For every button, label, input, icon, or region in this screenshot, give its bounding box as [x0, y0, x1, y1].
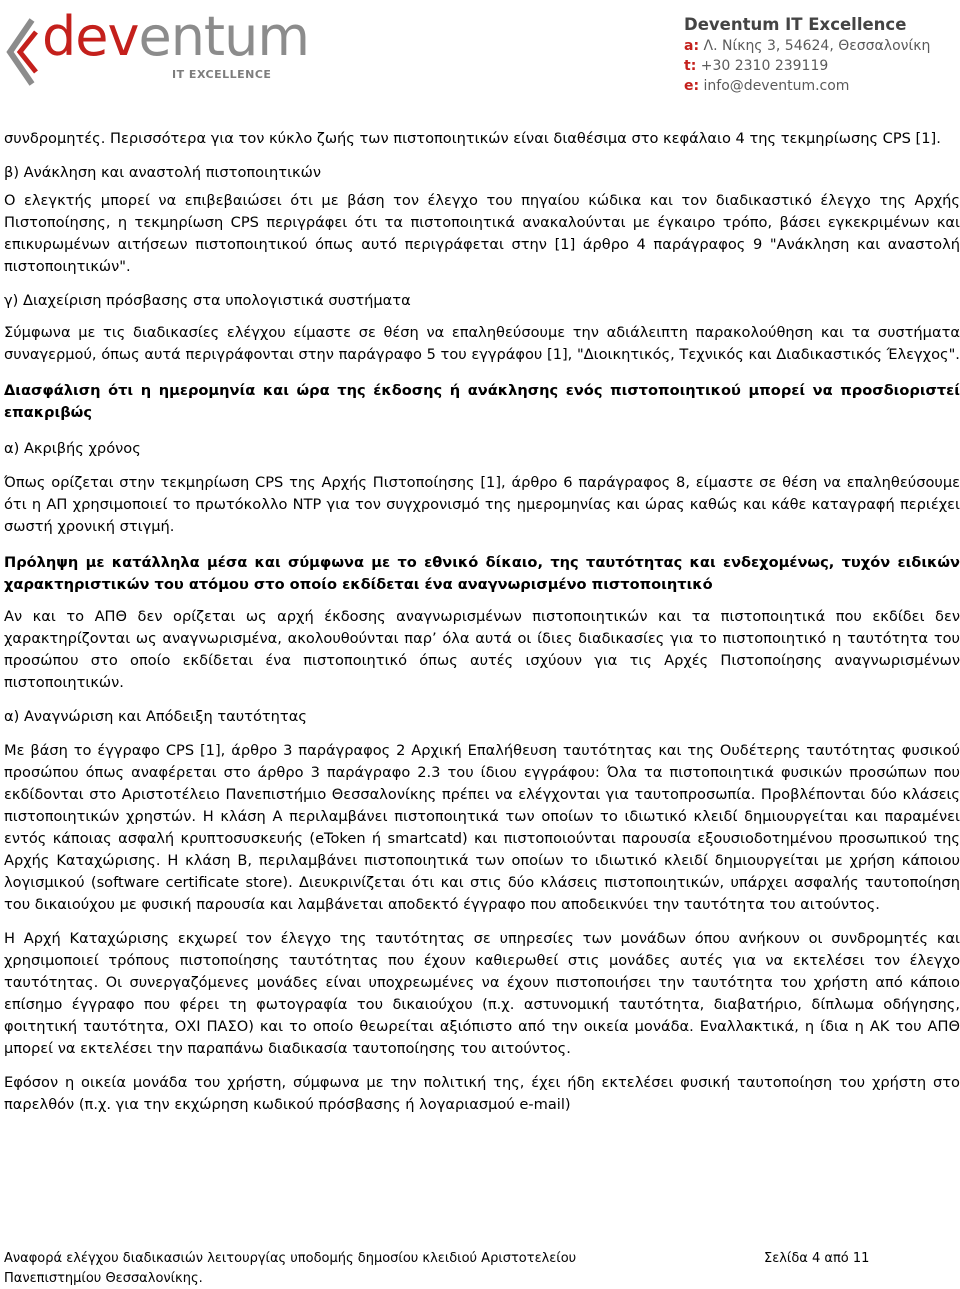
document-body	[4, 128, 960, 1128]
email-value[interactable]: info@deventum.com	[703, 78, 850, 94]
logo-subtitle: IT EXCELLENCE	[172, 68, 272, 81]
email-line	[684, 76, 956, 96]
subsection-title: γ) Διαχείριση πρόσβασης στα υπολογιστικά συστήματα	[4, 292, 411, 309]
logo-wordmark	[42, 2, 309, 72]
logo-wordmark-red: dev	[42, 5, 139, 68]
company-name: Deventum IT Excellence	[684, 15, 907, 34]
address-key: a:	[684, 38, 700, 54]
paragraph: Με βάση το έγγραφο CPS [1], άρθρο 3 παράγραφος 2 Αρχική Επαλήθευση ταυτότητας και της Ουδέτερης ταυτότητας φυσικού προσώπου όπως αναφέρεται στο άρθρο 3 παράγραφο 2.3 του ίδιου εγγράφου: Όλα τα πιστοποιητικά φυσικών προσώπων που εκδίδονται στο Αριστοτέλειο Πανεπιστήμιο Θεσσαλονίκης πρέπει να ελέγχονται για ταυτοπροσωπία. Προβλέπονται δύο κλάσεις πιστοποιητικών χρηστών. Η κλάση Α περιλαμβάνει πιστοποιητικά των οποίων το ιδιωτικό κλειδί δημιουργείται και παραμένει εντός κάποιας ασφαλή κρυπτοσυσκευής (eToken ή smartcatd) και πιστοποιούνται παρουσία εξουσιοδοτημένου προσωπικού της Αρχής Καταχώρισης. Η κλάση Β, περιλαμβάνει πιστοποιητικά των οποίων το ιδιωτικό κλειδί δημιουργείται με χρήση κάποιου λογισμικού (software certificate store). Διευκρινίζεται ότι και στις δύο κλάσεις πιστοποιητικών, υπάρχει ασφαλής ταυτοποίηση του δικαιούχου με φυσική παρουσία και λαμβάνεται αποδεκτό έγγραφο που αποδεικνύει την ταυτότητα του αιτούντος.	[4, 742, 960, 913]
phone-value: +30 2310 239119	[700, 58, 829, 74]
page-header	[0, 0, 960, 110]
phone-line	[684, 56, 956, 76]
footer-document-title: Αναφορά ελέγχου διαδικασιών λειτουργίας υποδομής δημοσίου κλειδιού Αριστοτελείου Πανεπιστημίου Θεσσαλονίκης.	[4, 1251, 577, 1286]
subsection-title: α) Ακριβής χρόνος	[4, 440, 141, 457]
email-key: e:	[684, 78, 700, 94]
paragraph: Εφόσον η οικεία μονάδα του χρήστη, σύμφωνα με την πολιτική της, έχει ήδη εκτελέσει φυσική ταυτοποίηση του χρήστη στο παρελθόν (π.χ. για την εκχώρηση κωδικού πρόσβασης ή λογαριασμού e-mail)	[4, 1074, 960, 1113]
address-value: Λ. Νίκης 3, 54624, Θεσσαλονίκη	[703, 38, 931, 54]
bracket-logo-icon	[6, 18, 40, 86]
subsection-title: β) Ανάκληση και αναστολή πιστοποιητικών	[4, 164, 321, 181]
page-number: Σελίδα 4 από 11	[764, 1251, 870, 1266]
paragraph: Η Αρχή Καταχώρισης εκχωρεί τον έλεγχο της ταυτότητας σε υπηρεσίες των μονάδων όπου ανήκουν οι συνδρομητές και χρησιμοποιεί τρόπους πιστοποίησης ταυτότητας που έχουν καθιερωθεί στις μονάδες αυτές για να εκτελέσει τον έλεγχο ταυτότητας. Οι συνεργαζόμενες μονάδες είναι υποχρεωμένες να έχουν πιστοποιήσει την ταυτότητα του χρήστη από κάποιο επίσημο έγγραφο που φέρει τη φωτογραφία του δικαιούχου (π.χ. αστυνομική ταυτότητα, διαβατήριο, δίπλωμα οδήγησης, φοιτητική ταυτότητα, ΟΧΙ ΠΑΣΟ) και το οποίο θεωρείται αξιόπιστο από την οικεία μονάδα. Εναλλακτικά, η ίδια η ΑΚ του ΑΠΘ μπορεί να εκτελέσει την παραπάνω διαδικασία ταυτοποίησης του αιτούντος.	[4, 930, 960, 1057]
paragraph: Ο ελεγκτής μπορεί να επιβεβαιώσει ότι με βάση τον έλεγχο του πηγαίου κώδικα και τον διαδικαστικό έλεγχο της Αρχής Πιστοποίησης, η τεκμηρίωση CPS περιγράφει ότι τα πιστοποιητικά ανακαλούνται με έγκαιρο τρόπο, βάσει εγκεκριμένων και επικυρωμένων αιτήσεων πιστοποιητικού όπως αυτό περιγράφεται στην [1] άρθρο 4 παράγραφος 9 "Ανάκληση και αναστολή πιστοποιητικών".	[4, 192, 960, 275]
subsection-title: α) Αναγνώριση και Απόδειξη ταυτότητας	[4, 708, 307, 725]
paragraph: Αν και το ΑΠΘ δεν ορίζεται ως αρχή έκδοσης αναγνωρισμένων πιστοποιητικών και τα πιστοποιητικά που εκδίδει δεν χαρακτηρίζονται ως αναγνωρισμένα, ακολουθούνται παρ’ όλα αυτά οι ίδιες διαδικασίες για το πιστοποιητικό η ταυτότητα του προσώπου στο οποίο εκδίδεται ένα πιστοποιητικό όπως αυτές ισχύουν για τις Αρχές Πιστοποίησης αναγνωρισμένων πιστοποιητικών.	[4, 608, 960, 691]
paragraph: συνδρομητές. Περισσότερα για τον κύκλο ζωής των πιστοποιητικών είναι διαθέσιμα στο κεφάλαιο 4 της τεκμηρίωσης CPS [1].	[4, 130, 941, 147]
logo-wordmark-gray: entum	[138, 5, 309, 68]
deventum-logo	[6, 5, 309, 96]
contact-block	[684, 14, 956, 96]
section-heading: Διασφάλιση ότι η ημερομηνία και ώρα της έκδοσης ή ανάκλησης ενός πιστοποιητικού μπορεί να προσδιοριστεί επακριβώς	[4, 382, 960, 421]
section-heading: Πρόληψη με κατάλληλα μέσα και σύμφωνα με το εθνικό δίκαιο, της ταυτότητας και ενδεχομένως, τυχόν ειδικών χαρακτηριστικών του ατόμου στο οποίο εκδίδεται ένα αναγνωρισμένο πιστοποιητικό	[4, 554, 960, 593]
paragraph: Όπως ορίζεται στην τεκμηρίωση CPS της Αρχής Πιστοποίησης [1], άρθρο 6 παράγραφος 8, είμαστε σε θέση να επαληθεύσουμε ότι η ΑΠ χρησιμοποιεί το πρωτόκολλο NTP για τον συγχρονισμό της ημερομηνίας και ώρας καθώς και κάθε καταγραφή περιέχει σωστή χρονική στιγμή.	[4, 474, 960, 535]
paragraph: Σύμφωνα με τις διαδικασίες ελέγχου είμαστε σε θέση να επαληθεύσουμε την αδιάλειπτη παρακολούθηση και τα συστήματα συναγερμού, όπως αυτά περιγράφονται στην παράγραφο 5 του εγγράφου [1], "Διοικητικός, Τεχνικός και Διαδικαστικός Έλεγχος".	[4, 324, 960, 363]
phone-key: t:	[684, 58, 697, 74]
address-line	[684, 36, 956, 56]
